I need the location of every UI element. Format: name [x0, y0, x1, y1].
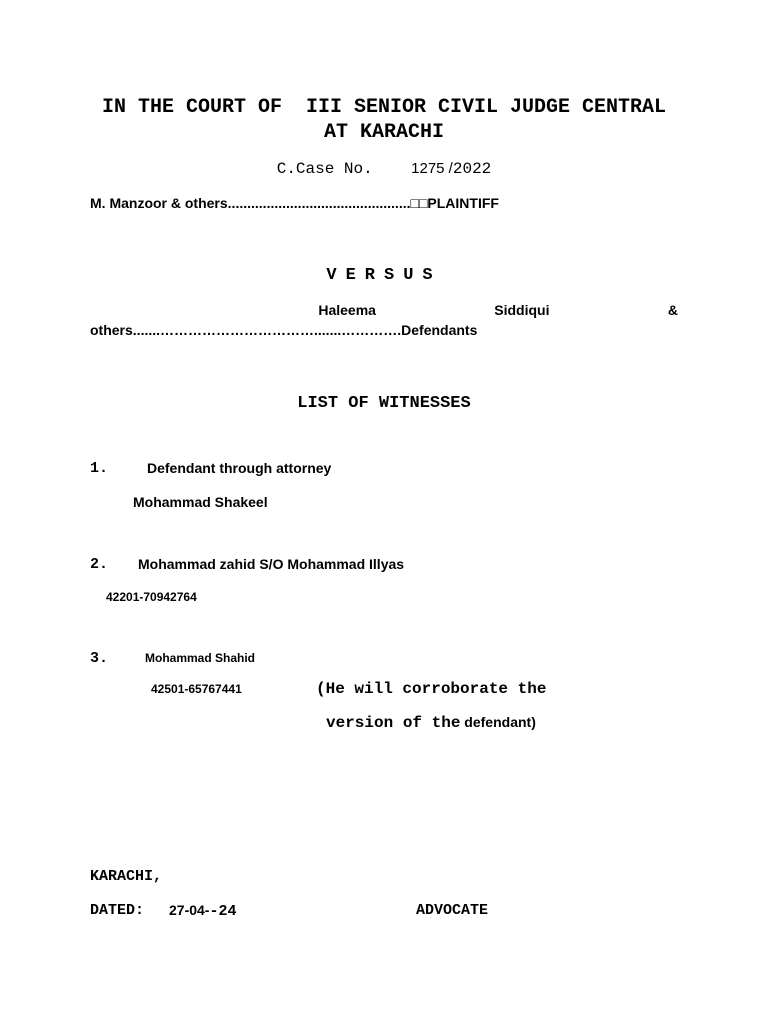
place-line: KARACHI,: [90, 868, 163, 885]
witness-1-line-1: Defendant through attorney: [147, 460, 332, 476]
witness-1-line-2: Mohammad Shakeel: [133, 494, 268, 510]
witness-3-remark-tail: defendant): [460, 714, 536, 730]
defendant-word-3: &: [667, 302, 678, 318]
dated-value-part-1: 27-04-: [169, 902, 210, 918]
defendant-word-2: Siddiqui: [494, 302, 550, 318]
witness-2-cnic: 42201-70942764: [106, 590, 197, 604]
case-number-line: [0, 160, 768, 178]
witness-3-number: 3.: [90, 650, 109, 667]
defendant-line-1: [90, 302, 678, 318]
dated-value-part-2: -24: [209, 903, 237, 920]
list-title: LIST OF WITNESSES: [297, 394, 471, 413]
defendant-word-1: Haleema: [318, 302, 376, 318]
witness-3-cnic: 42501-65767441: [151, 682, 242, 696]
defendant-line-2: others.......…………………………….......………….Defendants: [90, 322, 478, 338]
court-title-line-2: AT KARACHI: [323, 121, 445, 144]
witness-3-remark-line-1: (He will corroborate the: [316, 680, 547, 698]
case-number: 1275 /: [411, 160, 453, 177]
dated-label: DATED:: [90, 902, 145, 919]
court-title: [60, 95, 708, 145]
witness-3-line-1: Mohammad Shahid: [145, 651, 256, 665]
witness-1-number: 1.: [90, 460, 109, 477]
signatory-label: ADVOCATE: [416, 902, 489, 919]
case-year: 2022: [452, 160, 492, 178]
witness-3-remark-main: version of the: [326, 714, 461, 732]
dated-value: [169, 902, 236, 920]
case-label: C.Case No.: [276, 160, 373, 178]
versus-heading: VERSUS: [326, 266, 442, 285]
witness-2-line-1: Mohammad zahid S/O Mohammad Illyas: [138, 556, 405, 572]
plaintiff-line: M. Manzoor & others...............................................□□PLAINTIFF: [90, 195, 499, 211]
witness-3-remark-line-2: [326, 714, 536, 732]
court-title-line-1: IN THE COURT OF III SENIOR CIVIL JUDGE CENTRAL: [101, 96, 667, 119]
indent-spacer: [90, 302, 200, 318]
witness-2-number: 2.: [90, 556, 109, 573]
